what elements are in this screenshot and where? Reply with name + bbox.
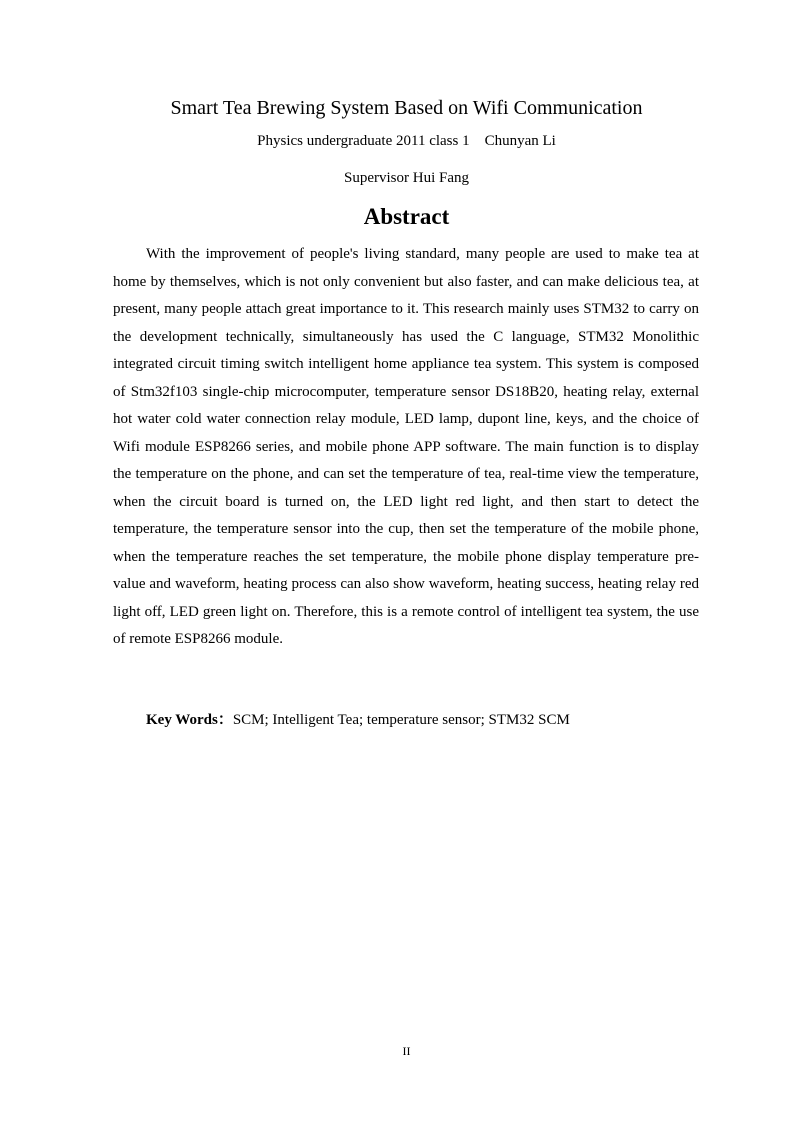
supervisor-line: Supervisor Hui Fang bbox=[344, 170, 469, 186]
keywords-label: Key Words： bbox=[146, 712, 233, 728]
keywords-line bbox=[146, 709, 706, 731]
abstract-body: With the improvement of people's living standard, many people are used to make tea at home by themselves, which is not only convenient but also faster, and can make delicious tea, at present, many people attach great importance to it. This research mainly uses STM32 to carry on the development technically, simultaneously has used the C language, STM32 Monolithic integrated circuit timing switch intelligent home appliance tea system. This system is composed of Stm32f103 single-chip microcomputer, temperature sensor DS18B20, heating relay, external hot water cold water connection relay module, LED lamp, dupont line, keys, and the choice of Wifi module ESP8266 series, and mobile phone APP software. The main function is to display the temperature on the phone, and can set the temperature of tea, real-time view the temperature, when the circuit board is turned on, the LED light red light, and then start to detect the temperature, the temperature sensor into the cup, then set the temperature of the mobile phone, when the temperature reaches the set temperature, the mobile phone display temperature pre-value and waveform, heating process can also show waveform, heating success, heating relay red light off, LED green light on. Therefore, this is a remote control of intelligent tea system, the use of remote ESP8266 module. bbox=[113, 246, 699, 647]
page-number: II bbox=[402, 1044, 411, 1058]
document-title: Smart Tea Brewing System Based on Wifi Communication bbox=[170, 97, 643, 119]
keywords-text: SCM; Intelligent Tea; temperature sensor; STM32 SCM bbox=[232, 712, 570, 728]
author-line: Physics undergraduate 2011 class 1 Chunyan Li bbox=[257, 133, 556, 149]
abstract-heading: Abstract bbox=[363, 204, 450, 229]
